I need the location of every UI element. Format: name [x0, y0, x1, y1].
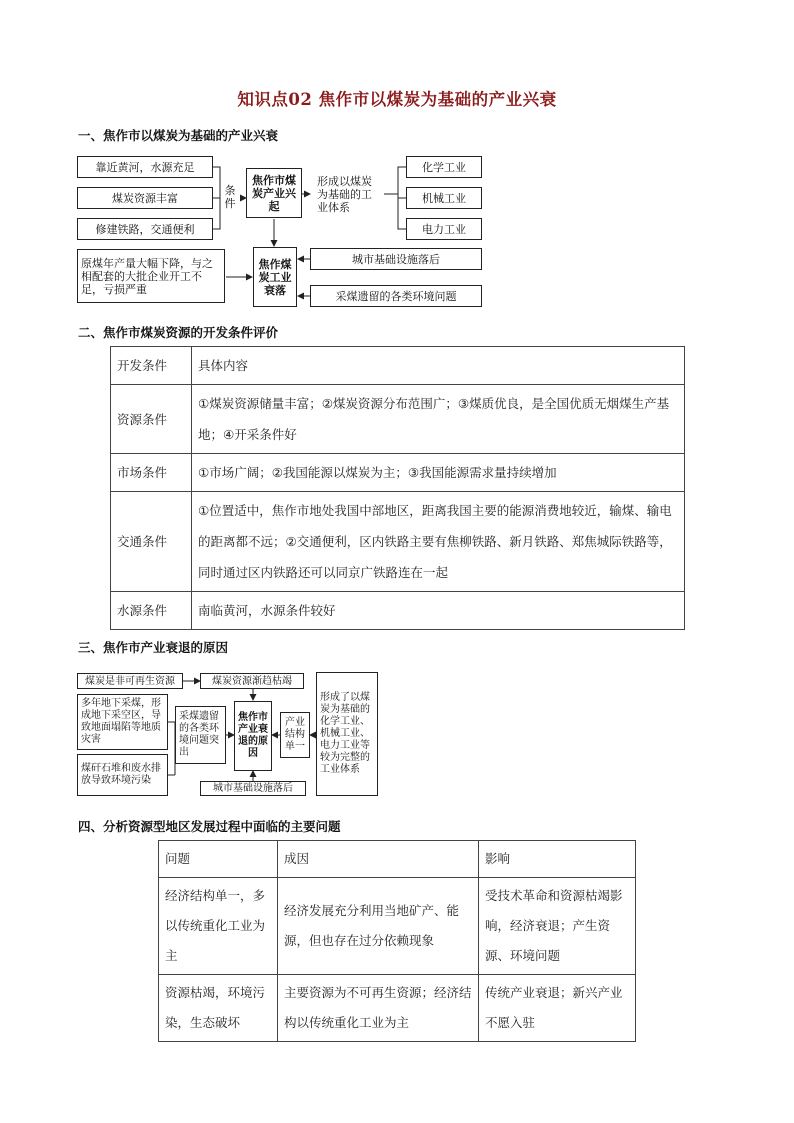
- content-cell: ①煤炭资源储量丰富；②煤炭资源分布范围广；③煤质优良，是全国优质无烟煤生产基地；④开采条件好: [192, 385, 685, 454]
- complete-industrial-system: 形成了以煤炭为基础的化学工业、机械工业、电力工业等较为完整的工业体系: [316, 672, 378, 796]
- chemical-industry: 化学工业: [406, 156, 482, 178]
- ground-subsidence: 多年地下采煤，形成地下采空区，导致地面塌陷等地质灾害: [77, 694, 168, 750]
- industrial-system: 形成以煤炭为基础的工业体系: [314, 173, 384, 215]
- cond-cell: 交通条件: [111, 492, 192, 592]
- header-content: 具体内容: [192, 347, 685, 385]
- machinery-industry: 机械工业: [406, 187, 482, 209]
- single-industry-structure: 产业结构单一: [280, 712, 310, 758]
- header-effect: 影响: [479, 841, 636, 878]
- header-problem: 问题: [159, 841, 278, 878]
- decline-infrastructure: 城市基础设施落后: [310, 248, 482, 270]
- table-row: [111, 492, 685, 592]
- conditions-table: [110, 346, 685, 630]
- content-cell: ①位置适中，焦作市地处我国中部地区，距离我国主要的能源消费地较近，输煤、输电的距离都不远；②交通便利，区内铁路主要有焦柳铁路、新月铁路、郑焦城际铁路等，同时通过区内铁路还可以同京广铁路连在一起: [192, 492, 685, 592]
- condition-railway: 修建铁路，交通便利: [77, 218, 213, 240]
- resource-depleting: 煤炭资源渐趋枯竭: [200, 673, 304, 689]
- infrastructure-lagging: 城市基础设施落后: [200, 781, 306, 796]
- problem-cell: 经济结构单一，多以传统重化工业为主: [159, 878, 278, 975]
- coal-industry-rise: 焦作市煤炭产业兴起: [246, 168, 302, 218]
- table-header-row: [159, 841, 636, 878]
- environment-problems: 采煤遗留的各类环境问题突出: [175, 706, 226, 764]
- decline-production: 原煤年产量大幅下降，与之相配套的大批企业开工不足，亏损严重: [77, 249, 225, 303]
- decline-environment: 采煤遗留的各类环境问题: [310, 285, 482, 307]
- cause-cell: 经济发展充分利用当地矿产、能源，但也存在过分依赖现象: [278, 878, 479, 975]
- nonrenewable-resource: 煤炭是非可再生资源: [77, 673, 183, 689]
- header-cause: 成因: [278, 841, 479, 878]
- condition-coal: 煤炭资源丰富: [77, 187, 213, 209]
- decline-reasons: 焦作市产业衰退的原因: [234, 701, 272, 771]
- condition-label: 条件: [224, 184, 236, 210]
- coal-industry-decline: 焦作煤炭工业衰落: [253, 247, 297, 307]
- table-row: [111, 385, 685, 454]
- section1-heading: 一、焦作市以煤炭为基础的产业兴衰: [78, 128, 279, 143]
- waste-pollution: 煤矸石堆和废水排放导致环境污染: [77, 754, 168, 796]
- table-row: [159, 975, 636, 1042]
- cause-cell: 主要资源为不可再生资源；经济结构以传统重化工业为主: [278, 975, 479, 1042]
- problems-table: [158, 840, 636, 1042]
- effect-cell: 传统产业衰退；新兴产业不愿入驻: [479, 975, 636, 1042]
- condition-water: 靠近黄河，水源充足: [77, 156, 213, 178]
- section3-heading: 三、焦作市产业衰退的原因: [78, 640, 229, 655]
- table-row: [159, 878, 636, 975]
- table-row: [111, 592, 685, 630]
- section2-heading: 二、焦作市煤炭资源的开发条件评价: [78, 325, 279, 340]
- page-title: 知识点02 焦作市以煤炭为基础的产业兴衰: [237, 90, 557, 109]
- cond-cell: 水源条件: [111, 592, 192, 630]
- power-industry: 电力工业: [406, 218, 482, 240]
- section4-heading: 四、分析资源型地区发展过程中面临的主要问题: [78, 819, 341, 834]
- cond-cell: 市场条件: [111, 454, 192, 492]
- table-header-row: [111, 347, 685, 385]
- content-cell: 南临黄河，水源条件较好: [192, 592, 685, 630]
- cond-cell: 资源条件: [111, 385, 192, 454]
- content-cell: ①市场广阔；②我国能源以煤炭为主；③我国能源需求量持续增加: [192, 454, 685, 492]
- table-row: [111, 454, 685, 492]
- header-cond: 开发条件: [111, 347, 192, 385]
- effect-cell: 受技术革命和资源枯竭影响，经济衰退；产生资源、环境问题: [479, 878, 636, 975]
- problem-cell: 资源枯竭，环境污染，生态破坏: [159, 975, 278, 1042]
